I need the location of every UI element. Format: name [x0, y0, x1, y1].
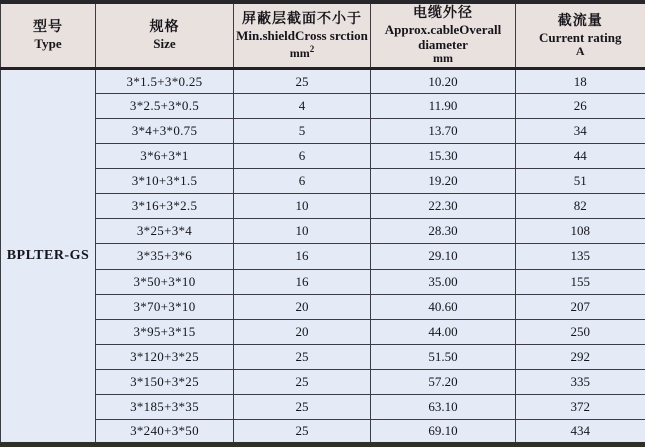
header-row — [1, 2, 645, 69]
shield-cell: 4 — [234, 94, 371, 119]
table-row — [1, 394, 645, 419]
header-type — [1, 2, 96, 69]
header-diameter — [371, 2, 516, 69]
current-cell: 44 — [516, 144, 645, 169]
size-cell: 3*1.5+3*0.25 — [96, 69, 234, 94]
table-row — [1, 169, 645, 194]
header-type-zh: 型号 — [33, 20, 63, 35]
size-cell: 3*95+3*15 — [96, 319, 234, 344]
table-row — [1, 344, 645, 369]
table-row — [1, 194, 645, 219]
header-shield-en: Min.shieldCross srction — [236, 27, 368, 43]
current-cell: 372 — [516, 394, 645, 419]
diameter-cell: 44.00 — [371, 319, 516, 344]
size-cell: 3*70+3*10 — [96, 294, 234, 319]
current-cell: 51 — [516, 169, 645, 194]
size-cell: 3*16+3*2.5 — [96, 194, 234, 219]
header-diameter-zh: 电缆外径 — [413, 6, 473, 21]
header-size — [96, 2, 234, 69]
table-row — [1, 94, 645, 119]
shield-cell: 25 — [234, 394, 371, 419]
header-current — [516, 2, 645, 69]
current-cell: 34 — [516, 119, 645, 144]
header-type-en: Type — [34, 36, 62, 51]
current-cell: 155 — [516, 269, 645, 294]
header-shield — [234, 2, 371, 69]
table-row — [1, 369, 645, 394]
header-shield-zh: 屏蔽层截面不小于 — [242, 11, 362, 27]
diameter-cell: 29.10 — [371, 244, 516, 269]
table-row — [1, 419, 645, 444]
table-row — [1, 219, 645, 244]
size-cell: 3*50+3*10 — [96, 269, 234, 294]
current-cell: 250 — [516, 319, 645, 344]
diameter-cell: 11.90 — [371, 94, 516, 119]
current-cell: 292 — [516, 344, 645, 369]
header-diameter-unit: mm — [433, 51, 453, 65]
table-row — [1, 144, 645, 169]
diameter-cell: 40.60 — [371, 294, 516, 319]
shield-cell: 16 — [234, 269, 371, 294]
size-cell: 3*6+3*1 — [96, 144, 234, 169]
size-cell: 3*120+3*25 — [96, 344, 234, 369]
shield-cell: 10 — [234, 219, 371, 244]
diameter-cell: 35.00 — [371, 269, 516, 294]
diameter-cell: 69.10 — [371, 419, 516, 444]
size-cell: 3*185+3*35 — [96, 394, 234, 419]
table-row — [1, 269, 645, 294]
header-diameter-en2: diameter — [418, 37, 468, 52]
shield-cell: 5 — [234, 119, 371, 144]
current-cell: 18 — [516, 69, 645, 94]
size-cell: 3*150+3*25 — [96, 369, 234, 394]
shield-cell: 6 — [234, 144, 371, 169]
current-cell: 335 — [516, 369, 645, 394]
shield-cell: 25 — [234, 344, 371, 369]
diameter-cell: 28.30 — [371, 219, 516, 244]
table-row — [1, 119, 645, 144]
header-size-zh: 规格 — [149, 20, 180, 35]
header-current-en: Current rating — [539, 29, 622, 45]
table-row — [1, 294, 645, 319]
shield-cell: 25 — [234, 369, 371, 394]
header-size-en: Size — [153, 36, 176, 51]
diameter-cell: 63.10 — [371, 394, 516, 419]
diameter-cell: 10.20 — [371, 69, 516, 94]
size-cell: 3*240+3*50 — [96, 419, 234, 444]
shield-cell: 25 — [234, 419, 371, 444]
header-diameter-en1: Approx.cableOverall — [384, 22, 502, 37]
diameter-cell: 22.30 — [371, 194, 516, 219]
table-row — [1, 244, 645, 269]
current-cell: 108 — [516, 219, 645, 244]
size-cell: 3*10+3*1.5 — [96, 169, 234, 194]
header-shield-unit: $mm^2$ — [289, 43, 315, 60]
diameter-cell: 19.20 — [371, 169, 516, 194]
current-cell: 207 — [516, 294, 645, 319]
diameter-cell: 57.20 — [371, 369, 516, 394]
size-cell: 3*25+3*4 — [96, 219, 234, 244]
shield-cell: 16 — [234, 244, 371, 269]
shield-cell: 20 — [234, 319, 371, 344]
table-row — [1, 69, 645, 94]
current-cell: 434 — [516, 419, 645, 444]
diameter-cell: 15.30 — [371, 144, 516, 169]
size-cell: 3*2.5+3*0.5 — [96, 94, 234, 119]
current-cell: 26 — [516, 94, 645, 119]
size-cell: 3*4+3*0.75 — [96, 119, 234, 144]
current-cell: 82 — [516, 194, 645, 219]
shield-cell: 6 — [234, 169, 371, 194]
shield-cell: 20 — [234, 294, 371, 319]
shield-cell: 10 — [234, 194, 371, 219]
header-current-unit: A — [575, 43, 585, 58]
size-cell: 3*35+3*6 — [96, 244, 234, 269]
diameter-cell: 13.70 — [371, 119, 516, 144]
header-current-zh: 截流量 — [557, 13, 603, 29]
diameter-cell: 51.50 — [371, 344, 516, 369]
current-cell: 135 — [516, 244, 645, 269]
shield-cell: 25 — [234, 69, 371, 94]
table-row — [1, 319, 645, 344]
type-value-cell: BPLTER-GS — [1, 69, 96, 445]
